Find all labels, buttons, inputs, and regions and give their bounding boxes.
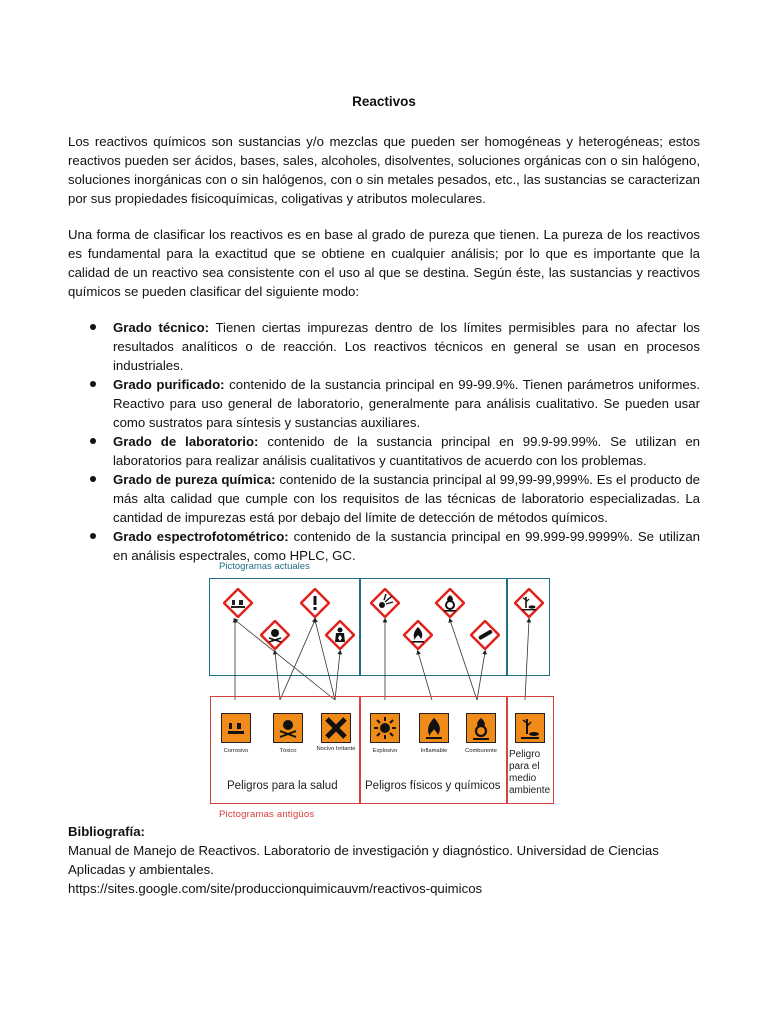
document-title: Reactivos xyxy=(352,94,416,109)
bibliography-heading: Bibliografía: xyxy=(68,824,145,839)
old-oxidizer-icon xyxy=(466,713,496,743)
pictogram-figure xyxy=(205,558,565,823)
label-comburente: Comburente xyxy=(465,748,497,754)
bibliography xyxy=(68,822,718,898)
bibliography-link[interactable]: https://sites.google.com/site/produccionquimicauvm/reactivos-quimicos xyxy=(68,881,483,896)
list-item xyxy=(68,318,700,375)
figure-title-current: Pictogramas actuales xyxy=(219,561,310,572)
old-environment-icon xyxy=(515,713,545,743)
ghs-corrosive-icon xyxy=(223,588,253,618)
ghs-oxidizer-icon xyxy=(435,588,465,618)
ghs-skull-icon xyxy=(260,620,290,650)
ghs-gas-cylinder-icon xyxy=(470,620,500,650)
ghs-flammable-icon xyxy=(403,620,433,650)
grade-description: contenido de la sustancia principal en 99.999-99.9999%. Se utilizan en análisis espectrales, como HPLC, GC. xyxy=(113,529,700,563)
grade-term: Grado de pureza química: xyxy=(113,472,276,487)
grade-description: contenido de la sustancia principal en 99.9-99.99%. Se utilizan en laboratorios para realizar análisis cualitativos y cuantitativos de acuerdo con los problemas. xyxy=(113,434,700,468)
classification-paragraph: Una forma de clasificar los reactivos es en base al grado de pureza que tienen. La pureza de los reactivos es fundamental para la exactitud que se obtiene en cualquier análisis; por lo que es importante que la calidad de un reactivo sea consistente con el uso al que se destina. Según éste, las sustancias y reactivos químicos se pueden clasificar del siguiente modo: xyxy=(68,227,700,299)
grade-description: Tienen ciertas impurezas dentro de los límites permisibles para no afectar los resultados analíticos o de reacción. Los reactivos técnicos en general se usan en procesos industriales. xyxy=(113,320,700,373)
old-harmful-icon xyxy=(321,713,351,743)
list-item xyxy=(68,375,700,432)
ghs-environment-icon xyxy=(514,588,544,618)
label-toxico: Tóxico xyxy=(279,748,297,754)
grade-term: Grado de laboratorio: xyxy=(113,434,259,449)
group-label-physical: Peligros físicos y químicos xyxy=(365,780,501,792)
old-flammable-icon xyxy=(419,713,449,743)
label-corrosivo: Corrosivo xyxy=(223,748,249,754)
label-inflamable: Inflamable xyxy=(420,748,448,754)
ghs-explosive-icon xyxy=(370,588,400,618)
old-corrosive-icon xyxy=(221,713,251,743)
bibliography-entry: Manual de Manejo de Reactivos. Laboratorio de investigación y diagnóstico. Universidad de Ciencias Aplicadas y ambientales. xyxy=(68,843,659,877)
purity-grades-list xyxy=(68,318,700,565)
old-toxic-icon xyxy=(273,713,303,743)
group-label-health: Peligros para la salud xyxy=(227,780,338,792)
grade-description: contenido de la sustancia principal al 99,99-99,999%. Es el producto de más alta calidad que cumple con los requisitos de las técnicas de laboratorio especializadas. La cantidad de impurezas está por debajo del límite de detección de métodos químicos. xyxy=(113,472,700,525)
ghs-health-hazard-icon xyxy=(325,620,355,650)
ghs-exclamation-icon xyxy=(300,588,330,618)
label-nocivo-irritante: Nocivo Irritante xyxy=(316,746,356,752)
label-explosivo: Explosivo xyxy=(372,748,398,754)
grade-term: Grado espectrofotométrico: xyxy=(113,529,289,544)
list-item xyxy=(68,470,700,527)
intro-paragraph: Los reactivos químicos son sustancias y/o mezclas que pueden ser homogéneas y heterogéneas; estos reactivos pueden ser ácidos, bases, sales, alcoholes, disolventes, soluciones orgánicas con o sin halógeno, soluciones inorgánicas con o sin halógenos, con o sin metales pesados, etc., las sustancias se caracterizan por sus propiedades fisicoquímicas, coligativas y atributos moleculares. xyxy=(68,134,700,206)
grade-description: contenido de la sustancia principal en 99-99.9%. Tienen parámetros uniformes. Reactivo para uso general de laboratorio, generalmente para análisis cualitativo. Se pueden usar como sustratos para síntesis y sustancias auxiliares. xyxy=(113,377,700,430)
old-explosive-icon xyxy=(370,713,400,743)
list-item xyxy=(68,432,700,470)
grade-term: Grado purificado: xyxy=(113,377,225,392)
group-label-environment: Peligro para el medio ambiente xyxy=(509,749,551,796)
grade-term: Grado técnico: xyxy=(113,320,210,335)
figure-title-old: Pictogramas antigüos xyxy=(219,809,315,820)
